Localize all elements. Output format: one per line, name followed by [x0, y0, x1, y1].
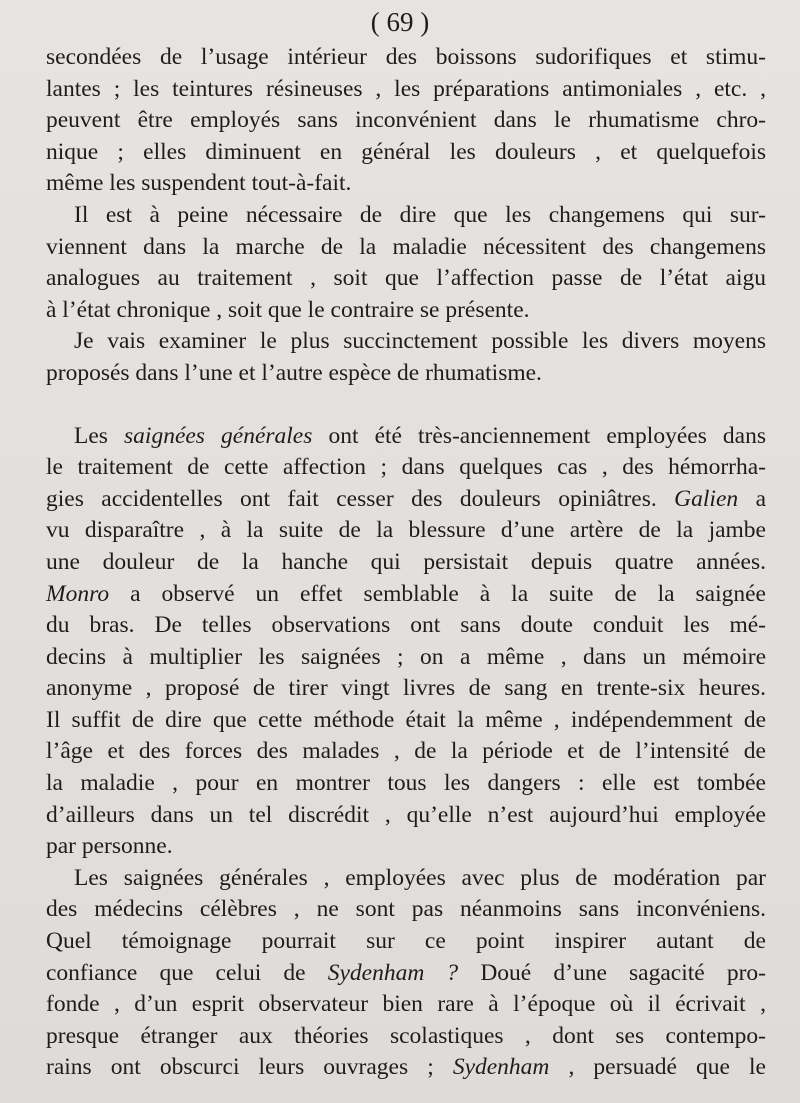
italic-name: Sydenham ? — [327, 959, 459, 986]
text-line — [46, 1052, 766, 1084]
text-line: lantes ; les teintures résineuses , les préparations antimoniales , etc. , — [46, 75, 766, 102]
text-line: Quel témoignage pourrait sur ce point inspirer autant de — [46, 928, 766, 955]
text-line: decins à multiplier les saignées ; on a même , dans un mémoire — [46, 643, 766, 670]
text-line: proposés dans l’une et l’autre espèce de rhumatisme. — [46, 359, 542, 386]
text-line: une douleur de la hanche qui persistait depuis quatre années. — [46, 548, 766, 575]
text-line: par personne. — [46, 833, 173, 860]
text-line: anonyme , proposé de tirer vingt livres de sang en trente-six heures. — [46, 675, 766, 702]
paragraph — [46, 863, 766, 1084]
text-run: a — [738, 485, 766, 512]
text-line: d’ailleurs dans un tel discrédit , qu’elle n’est aujourd’hui employée — [46, 801, 766, 828]
text-run: Les — [74, 422, 125, 449]
italic-term: saignées générales — [124, 422, 313, 449]
text-line — [46, 484, 766, 516]
text-line: le traitement de cette affection ; dans quelques cas , des hémorrha- — [46, 454, 766, 481]
text-line: fonde , d’un esprit observateur bien rare à l’époque où il écrivait , — [46, 991, 766, 1018]
paragraph-gap — [46, 390, 766, 421]
text-run: ont été très-anciennement employées dans — [312, 422, 766, 449]
text-run: gies accidentelles ont fait cesser des douleurs opiniâtres. — [46, 485, 675, 512]
paragraph — [46, 42, 766, 200]
paragraph — [46, 326, 766, 389]
text-line: viennent dans la marche de la maladie nécessitent des changemens — [46, 233, 766, 260]
italic-name: Galien — [674, 485, 739, 512]
text-line: des médecins célèbres , ne sont pas néanmoins sans inconvéniens. — [46, 896, 766, 923]
text-line — [46, 579, 766, 611]
text-line: vu disparaître , à la suite de la blessure d’une artère de la jambe — [46, 517, 766, 544]
text-line: Il est à peine nécessaire de dire que les changemens qui sur- — [74, 201, 766, 228]
text-line: l’âge et des forces des malades , de la période et de l’intensité de — [46, 738, 766, 765]
italic-name: Monro — [46, 580, 110, 607]
page-number: ( 69 ) — [370, 7, 430, 37]
paragraph — [46, 421, 766, 863]
text-run: a observé un effet semblable à la suite de la saignée — [109, 580, 766, 607]
text-line: peuvent être employés sans inconvénient dans le rhumatisme chro- — [46, 107, 766, 134]
text-line: secondées de l’usage intérieur des boissons sudorifiques et stimu- — [46, 44, 766, 70]
text-line: la maladie , pour en montrer tous les dangers : elle est tombée — [46, 770, 766, 797]
page-text — [46, 42, 766, 1084]
text-line: analogues au traitement , soit que l’affection passe de l’état aigu — [46, 265, 766, 292]
text-line: nique ; elles diminuent en général les douleurs , et quelquefois — [46, 138, 766, 165]
text-line — [46, 958, 766, 990]
text-line: presque étranger aux théories scolastiques , dont ses contempo- — [46, 1022, 766, 1049]
text-line: à l’état chronique , soit que le contraire se présente. — [46, 296, 530, 323]
paragraph — [46, 200, 766, 326]
text-run: , persuadé que le — [549, 1054, 766, 1081]
text-line: du bras. De telles observations ont sans doute conduit les mé- — [46, 612, 766, 639]
italic-name: Sydenham — [452, 1054, 550, 1081]
text-line: Les saignées générales , employées avec plus de modération par — [74, 864, 766, 891]
text-run: rains ont obscurci leurs ouvrages ; — [46, 1054, 453, 1081]
text-run: Doué d’une sagacité pro- — [458, 959, 767, 986]
text-line: Je vais examiner le plus succinctement possible les divers moyens — [74, 328, 766, 355]
text-run: confiance que celui de — [46, 959, 328, 986]
text-line: même les suspendent tout-à-fait. — [46, 170, 352, 197]
text-line — [46, 421, 766, 453]
text-line: Il suffit de dire que cette méthode était la même , indépendemment de — [46, 706, 766, 733]
